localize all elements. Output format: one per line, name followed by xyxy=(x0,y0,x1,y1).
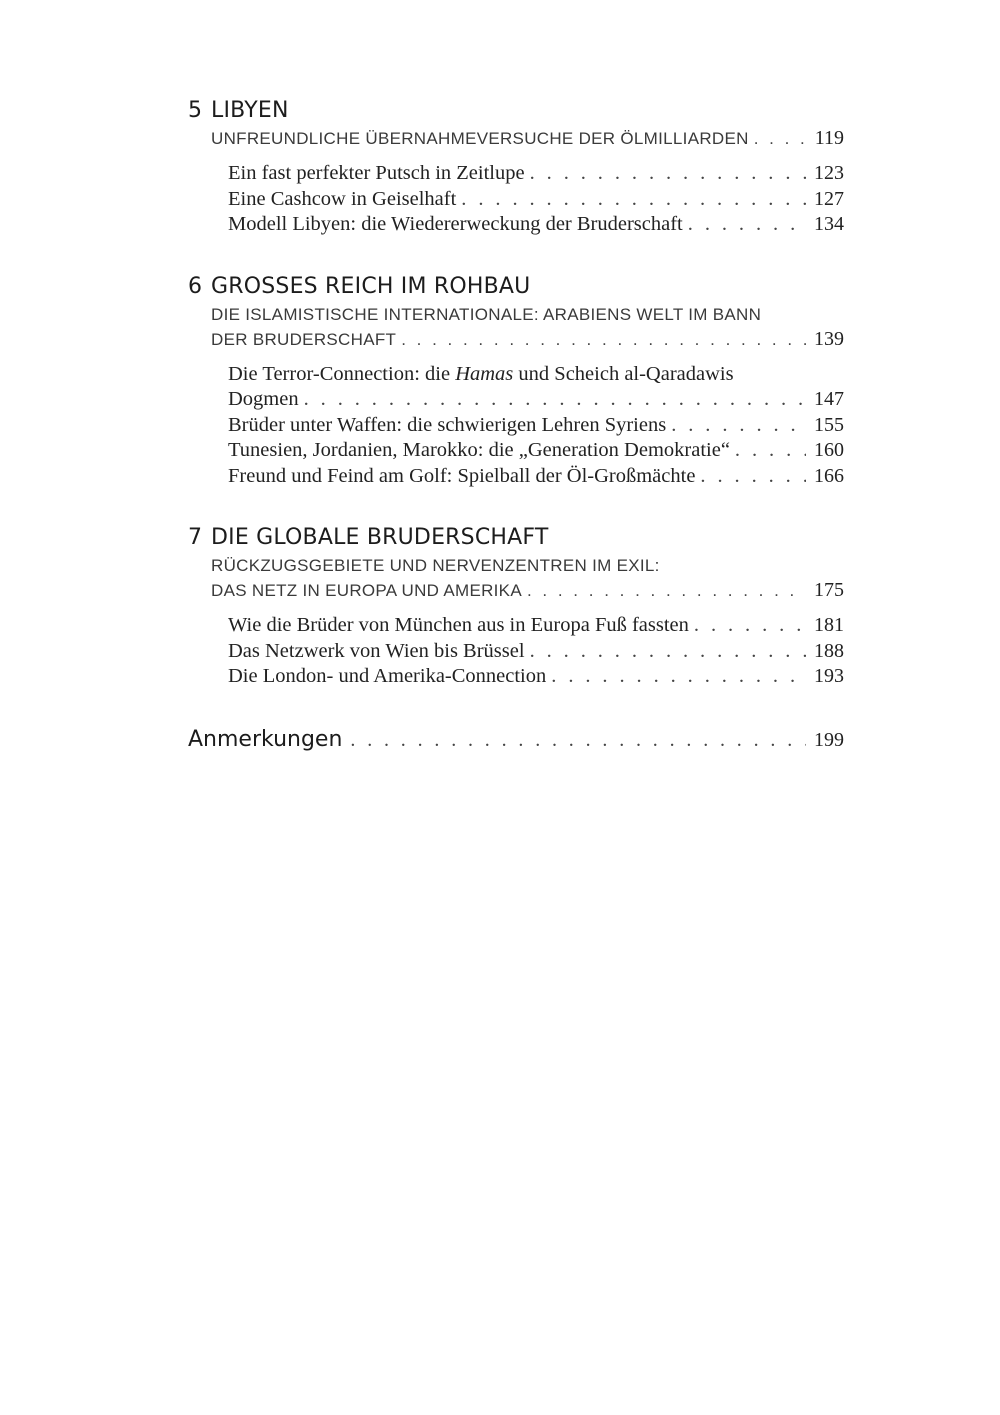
page-number: 188 xyxy=(814,639,844,662)
section-title: Modell Libyen: die Wiedererweckung der Bruderschaft xyxy=(228,213,683,235)
page-number: 127 xyxy=(814,187,844,210)
toc-entry[interactable] xyxy=(228,639,844,665)
dot-leader xyxy=(304,387,806,413)
page-number: 123 xyxy=(814,162,844,184)
toc-entry[interactable] xyxy=(228,212,844,238)
chapter-number: 5 xyxy=(188,98,203,123)
page-number: 166 xyxy=(814,464,844,487)
toc-entry-anmerkungen[interactable] xyxy=(188,724,844,756)
dot-leader xyxy=(754,126,806,151)
section-title-italic: Hamas xyxy=(455,362,514,385)
page-number: 119 xyxy=(814,127,844,149)
subtitle-line: RÜCKZUGSGEBIETE UND NERVENZENTREN IM EXIL: xyxy=(211,556,660,575)
chapter-number: 6 xyxy=(188,273,203,299)
page-number: 147 xyxy=(814,388,844,410)
toc-entry[interactable] xyxy=(211,126,844,151)
chapter-subtitle xyxy=(211,553,844,603)
section-title-part: und Scheich al-Qaradawis xyxy=(513,362,734,385)
subtitle-line: DIE ISLAMISTISCHE INTERNATIONALE: ARABIENS WELT IM BANN xyxy=(211,304,762,324)
chapter-subtitle xyxy=(211,302,844,352)
section-title: Freund und Feind am Golf: Spielball der Öl-Großmächte xyxy=(228,464,696,487)
section-title: Das Netzwerk von Wien bis Brüssel xyxy=(228,639,525,662)
section-title: Dogmen xyxy=(228,388,299,410)
toc-entry[interactable] xyxy=(228,613,844,639)
section-title-part: Die Terror-Connection: die xyxy=(228,362,456,385)
toc-entry[interactable] xyxy=(228,438,844,464)
toc-entry[interactable] xyxy=(228,464,844,490)
section-title: Brüder unter Waffen: die schwierigen Lehren Syriens xyxy=(228,413,667,436)
dot-leader xyxy=(401,327,806,352)
dot-leader xyxy=(461,187,806,213)
chapter-title: LIBYEN xyxy=(211,98,289,123)
subtitle-text: UNFREUNDLICHE ÜBERNAHMEVERSUCHE DER ÖLMILLIARDEN xyxy=(211,129,749,148)
page-number: 134 xyxy=(814,213,844,235)
section-title: Wie die Brüder von München aus in Europa Fuß fassten xyxy=(228,614,689,636)
dot-leader xyxy=(671,413,806,439)
page-number: 155 xyxy=(814,413,844,436)
page-number: 181 xyxy=(814,614,844,636)
subtitle-text: DAS NETZ IN EUROPA UND AMERIKA xyxy=(211,581,522,600)
section-title: Die London- und Amerika-Connection xyxy=(228,665,547,687)
table-of-contents xyxy=(188,96,844,756)
toc-entry[interactable] xyxy=(211,327,844,352)
dot-leader xyxy=(688,212,806,238)
dot-leader xyxy=(735,438,806,464)
toc-entry[interactable] xyxy=(211,578,844,603)
subtitle-text: DER BRUDERSCHAFT xyxy=(211,329,397,349)
chapter-6 xyxy=(188,272,844,490)
chapter-number: 7 xyxy=(188,525,203,550)
page-number: 160 xyxy=(814,439,844,461)
dot-leader xyxy=(694,613,806,639)
chapter-title: DIE GLOBALE BRUDERSCHAFT xyxy=(211,525,549,550)
section-title: Eine Cashcow in Geiselhaft xyxy=(228,187,457,210)
dot-leader xyxy=(527,578,806,603)
chapter-subtitle xyxy=(211,126,844,151)
dot-leader xyxy=(700,464,806,490)
toc-entry[interactable] xyxy=(228,161,844,187)
toc-entry[interactable] xyxy=(228,664,844,690)
page-number: 199 xyxy=(814,728,844,751)
section-list xyxy=(228,613,844,690)
section-title: Tunesien, Jordanien, Marokko: die „Generation Demokratie“ xyxy=(228,439,730,461)
section-list xyxy=(228,161,844,238)
dot-leader xyxy=(350,724,806,756)
chapter-heading xyxy=(188,523,844,553)
page-number: 175 xyxy=(814,579,844,601)
toc-entry[interactable] xyxy=(228,387,844,413)
toc-entry[interactable] xyxy=(228,413,844,439)
section-title-line xyxy=(228,362,844,388)
chapter-heading xyxy=(188,272,844,302)
chapter-5 xyxy=(188,96,844,238)
chapter-title: GROSSES REICH IM ROHBAU xyxy=(211,273,531,299)
dot-leader xyxy=(530,161,806,187)
chapter-7 xyxy=(188,523,844,690)
chapter-heading xyxy=(188,96,844,126)
appendix-title: Anmerkungen xyxy=(188,726,343,752)
toc-entry[interactable] xyxy=(228,187,844,213)
section-list xyxy=(228,362,844,490)
dot-leader xyxy=(530,639,806,665)
section-title: Ein fast perfekter Putsch in Zeitlupe xyxy=(228,162,525,184)
page-number: 139 xyxy=(814,327,844,350)
dot-leader xyxy=(551,664,806,690)
page-number: 193 xyxy=(814,665,844,687)
